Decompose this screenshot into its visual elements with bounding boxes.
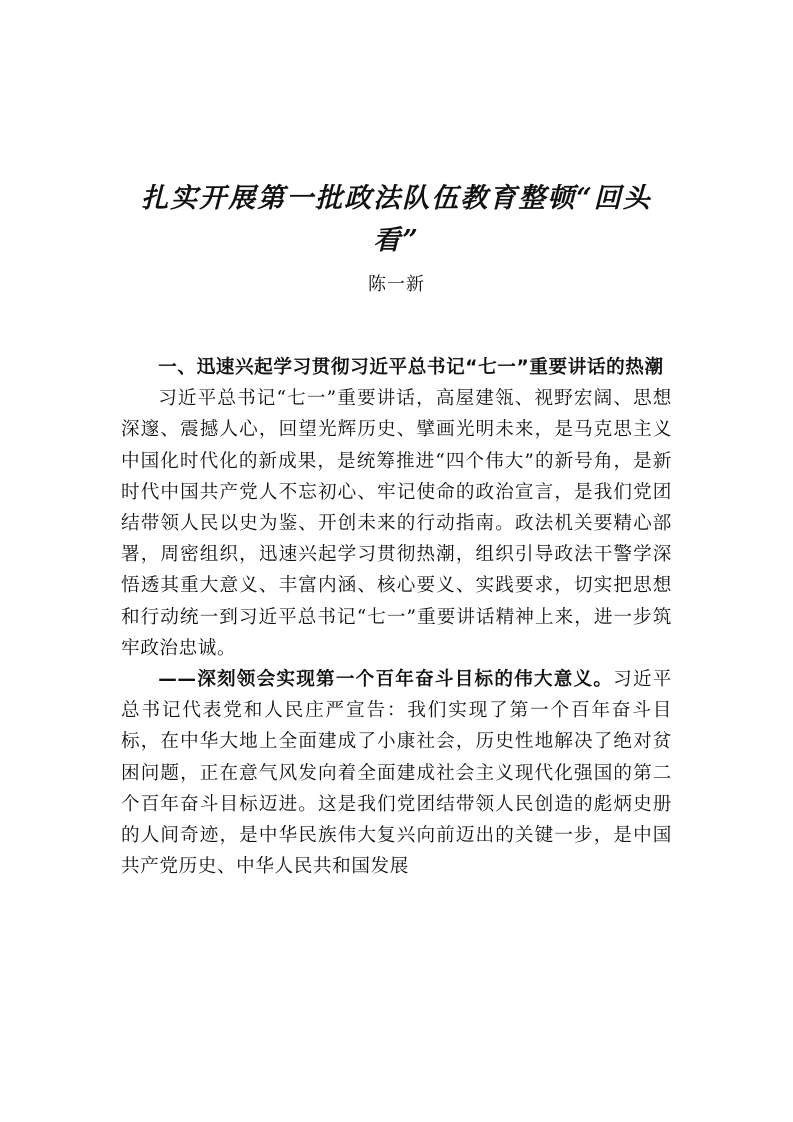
paragraph-lead: ——深刻领会实现第一个百年奋斗目标的伟大意义。 xyxy=(158,669,614,691)
body-paragraph xyxy=(121,664,672,882)
document-title: 扎实开展第一批政法队伍教育整顿“回头看” xyxy=(141,183,652,256)
document-page xyxy=(121,0,672,1122)
document-author: 陈一新 xyxy=(368,274,425,295)
paragraph-text: 习近平总书记代表党和人民庄严宣告：我们实现了第一个百年奋斗目标，在中华大地上全面建成了小康社会，历史性地解决了绝对贫困问题，正在意气风发向着全面建成社会主义现代化强国的第二个百年奋斗目标迈进。这是我们党团结带领人民创造的彪炳史册的人间奇迹，是中华民族伟大复兴向前迈出的关键一步，是中国共产党历史、中华人民共和国发展 xyxy=(121,669,672,878)
section-heading: 一、迅速兴起学习贯彻习近平总书记“七一”重要讲话的热潮 xyxy=(158,357,664,378)
document-body xyxy=(121,352,672,882)
body-paragraph: 习近平总书记“七一”重要讲话，高屋建瓴、视野宏阔、思想深邃、震撼人心，回望光辉历史、擘画光明未来，是马克思主义中国化时代化的新成果，是统筹推进“四个伟大”的新号角，是新时代中国共产党人不忘初心、牢记使命的政治宣言，是我们党团结带领人民以史为鉴、开创未来的行动指南。政法机关要精心部署，周密组织，迅速兴起学习贯彻热潮，组织引导政法干警学深悟透其重大意义、丰富内涵、核心要义、实践要求，切实把思想和行动统一到习近平总书记“七一”重要讲话精神上来，进一步筑牢政治忠诚。 xyxy=(121,388,672,659)
